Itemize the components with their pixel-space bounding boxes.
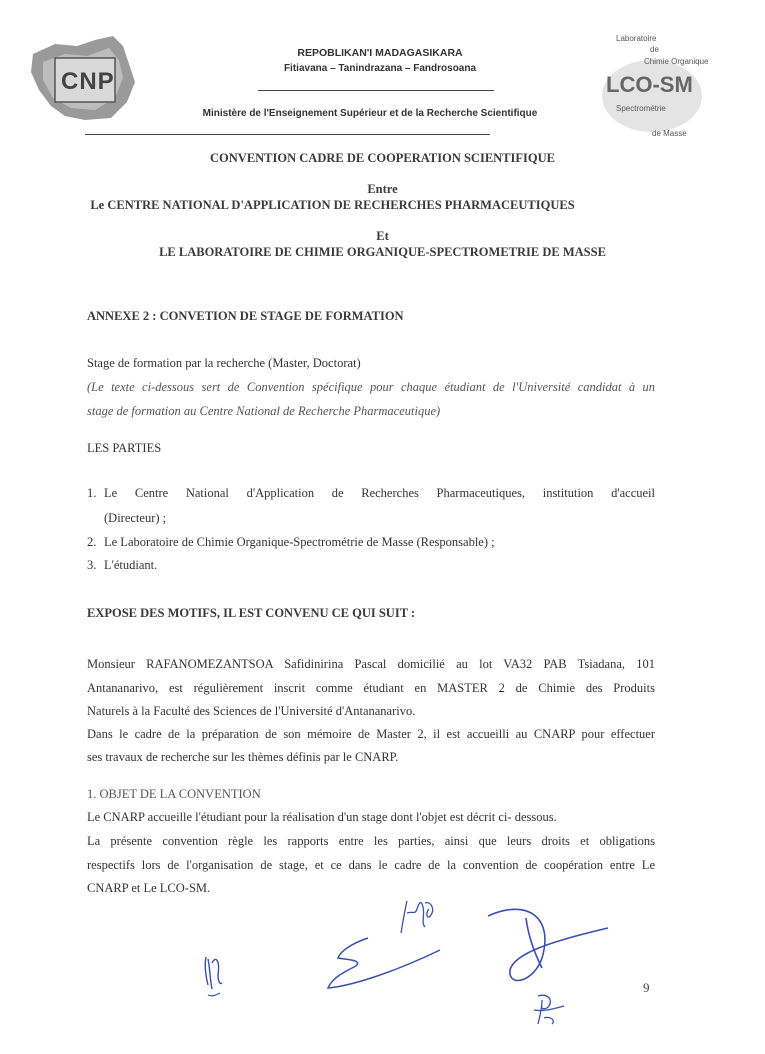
parties-heading: LES PARTIES [87, 441, 162, 455]
lco-sm-logo [600, 28, 715, 136]
objet-heading: 1. OBJET DE LA CONVENTION [87, 787, 261, 801]
expose-line-4: Dans le cadre de la préparation de son mémoire de Master 2, il est accueilli au CNARP pour effectuer [87, 727, 655, 741]
objet-line-1: Le CNARP accueille l'étudiant pour la réalisation d'un stage dont l'objet est décrit ci- dessous. [87, 810, 557, 824]
party-item-3-line1: L'étudiant. [104, 558, 158, 572]
signature-initials-left [198, 945, 238, 1005]
expose-line-3: Naturels à la Faculté des Sciences de l'Université d'Antananarivo. [87, 704, 416, 718]
lco-line5: de Masse [652, 129, 687, 138]
objet-line-4: CNARP et Le LCO-SM. [87, 881, 211, 895]
annexe-heading: ANNEXE 2 : CONVETION DE STAGE DE FORMATION [87, 309, 404, 323]
lco-line2: de [650, 45, 659, 54]
entre-label: Entre [367, 182, 398, 196]
party-item-1-line1: Le Centre National d'Application de Recherches Pharmaceutiques, institution d'accueil [104, 486, 655, 500]
signature-large-right [468, 898, 618, 998]
party-item-2-num: 2. [87, 535, 97, 549]
objet-line-3: respectifs lors de l'organisation de stage, et ce dans le cadre de la convention de coopération entre Le [87, 858, 655, 872]
party-item-3-num: 3. [87, 558, 97, 572]
convention-title: CONVENTION CADRE DE COOPERATION SCIENTIFIQUE [210, 151, 555, 165]
lco-line4: Spectrométrie [616, 104, 666, 113]
annexe-note-line1: (Le texte ci-dessous sert de Convention spécifique pour chaque étudiant de l'Université candidat à un [87, 380, 655, 394]
annexe-subtitle: Stage de formation par la recherche (Master, Doctorat) [87, 356, 361, 370]
ministry-title: Ministère de l'Enseignement Supérieur et de la Recherche Scientifique [202, 108, 538, 119]
page-number: 9 [643, 980, 650, 995]
header-divider-2 [85, 134, 490, 135]
expose-line-1: Monsieur RAFANOMEZANTSOA Safidinirina Pascal domicilié au lot VA32 PAB Tsiadana, 101 [87, 657, 655, 671]
cnarp-logo-letters: CNP [61, 68, 115, 95]
annexe-note-line2: stage de formation au Centre National de Recherche Pharmaceutique) [87, 404, 441, 418]
lco-line1: Laboratoire [616, 34, 657, 43]
party-one-title: Le CENTRE NATIONAL D'APPLICATION DE RECHERCHES PHARMACEUTIQUES [90, 198, 575, 212]
signature-bottom-initial [530, 990, 570, 1030]
signature-top-small [395, 893, 445, 943]
party-two-title: LE LABORATOIRE DE CHIMIE ORGANIQUE-SPECTROMETRIE DE MASSE [159, 245, 606, 259]
party-item-2-line1: Le Laboratoire de Chimie Organique-Spectrométrie de Masse (Responsable) ; [104, 535, 495, 549]
header-divider-1 [258, 90, 494, 91]
republic-motto: Fitiavana – Tanindrazana – Fandrosoana [283, 63, 477, 74]
lco-main-letters: LCO-SM [606, 72, 693, 97]
expose-line-2: Antananarivo, est régulièrement inscrit comme étudiant en MASTER 2 de Chimie des Produits [87, 681, 655, 695]
expose-line-5: ses travaux de recherche sur les thèmes définis par le CNARP. [87, 750, 399, 764]
republic-title: REPOBLIKAN'I MADAGASIKARA [297, 47, 463, 59]
party-item-1-line2: (Directeur) ; [104, 511, 167, 525]
objet-line-2: La présente convention règle les rapports entre les parties, ainsi que leurs droits et obligations [87, 834, 655, 848]
party-item-1-num: 1. [87, 486, 97, 500]
expose-heading: EXPOSE DES MOTIFS, IL EST CONVENU CE QUI SUIT : [87, 606, 416, 620]
et-label: Et [376, 229, 389, 243]
cnarp-logo [25, 32, 140, 124]
lco-line3: Chimie Organique [644, 57, 709, 66]
